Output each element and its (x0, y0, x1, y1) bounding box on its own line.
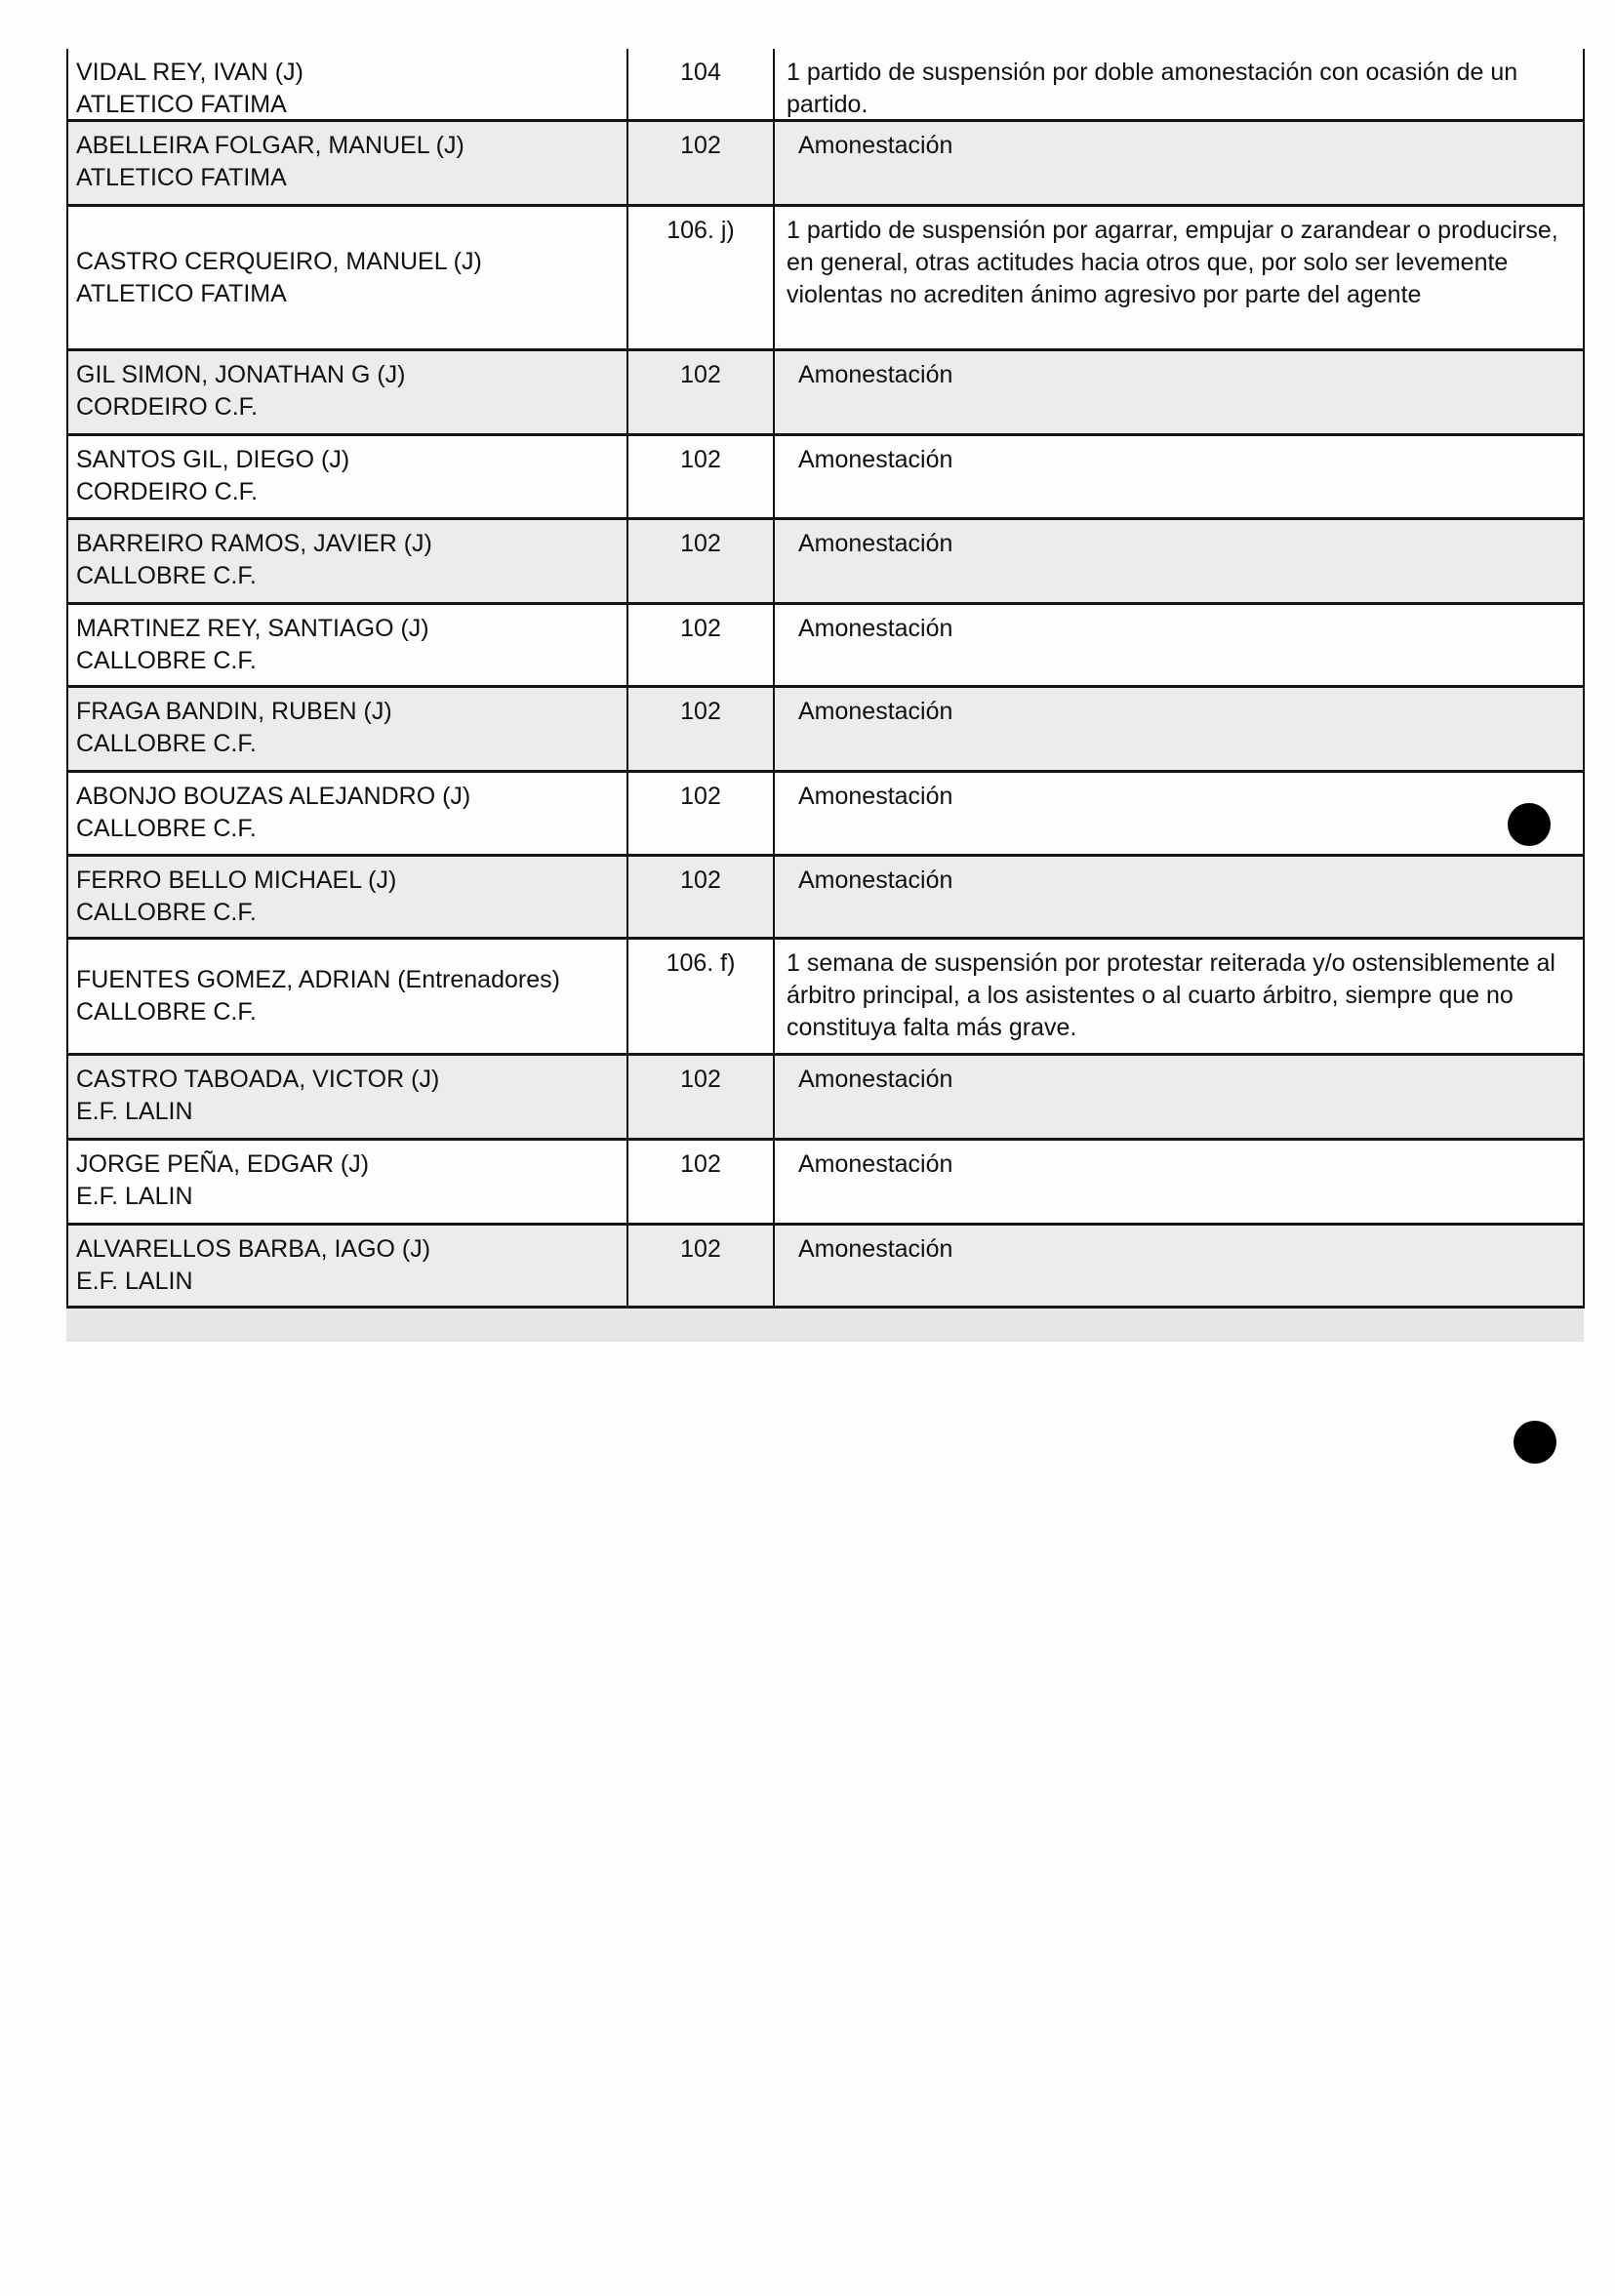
player-cell (68, 351, 628, 433)
table-row (68, 520, 1583, 605)
player-cell (68, 773, 628, 854)
sanction-cell: Amonestación (798, 866, 953, 894)
player-name: FERRO BELLO MICHAEL (J) (76, 866, 397, 894)
player-cell (68, 1056, 628, 1138)
table-row (68, 857, 1583, 940)
team-name: CALLOBRE C.F. (76, 647, 257, 674)
article-cell: 102 (628, 122, 775, 204)
sanction-cell: Amonestación (798, 698, 953, 725)
table-row (68, 773, 1583, 857)
table-row (68, 351, 1583, 436)
team-name: CALLOBRE C.F. (76, 998, 257, 1026)
player-cell (68, 207, 628, 348)
sanction-cell: Amonestación (798, 361, 953, 388)
sanction-cell: 1 semana de suspensión por protestar reiterada y/o ostensiblemente al árbitro principal, a los asistentes o al cuarto árbitro, siempre que no constituya falta más grave. (787, 949, 1555, 1041)
team-name: CALLOBRE C.F. (76, 730, 257, 757)
player-cell (68, 688, 628, 770)
sanction-cell: Amonestación (798, 615, 953, 642)
player-name: SANTOS GIL, DIEGO (J) (76, 446, 350, 473)
article-cell: 104 (628, 49, 775, 119)
sanction-cell: 1 partido de suspensión por doble amonestación con ocasión de un partido. (787, 59, 1518, 118)
article-cell: 106. j) (628, 207, 775, 348)
team-name: ATLETICO FATIMA (76, 91, 287, 118)
sanction-cell: Amonestación (798, 1235, 953, 1263)
team-name: E.F. LALIN (76, 1098, 193, 1125)
player-cell (68, 436, 628, 517)
table-row (68, 1141, 1583, 1226)
table-row (68, 122, 1583, 207)
player-cell (68, 940, 628, 1053)
article-cell: 102 (628, 436, 775, 517)
table-row (68, 688, 1583, 773)
article-cell: 102 (628, 351, 775, 433)
sanction-cell: Amonestación (798, 1150, 953, 1178)
team-name: CORDEIRO C.F. (76, 478, 259, 505)
table-row (68, 940, 1583, 1056)
player-name: JORGE PEÑA, EDGAR (J) (76, 1150, 370, 1178)
player-cell (68, 520, 628, 602)
player-cell (68, 857, 628, 937)
sanctions-table (66, 49, 1585, 1309)
article-cell: 102 (628, 1226, 775, 1306)
sanction-cell: Amonestación (798, 446, 953, 473)
player-name: FRAGA BANDIN, RUBEN (J) (76, 698, 392, 725)
article-cell: 102 (628, 688, 775, 770)
team-name: E.F. LALIN (76, 1268, 193, 1295)
team-name: E.F. LALIN (76, 1183, 193, 1210)
player-cell (68, 605, 628, 685)
article-cell: 102 (628, 1141, 775, 1223)
sanction-cell: 1 partido de suspensión por agarrar, empujar o zarandear o producirse, en general, otras actitudes hacia otros que, por solo ser levemente violentas no acrediten ánimo agresivo por parte del agente (787, 217, 1558, 308)
team-name: ATLETICO FATIMA (76, 279, 287, 307)
punch-hole-mark (1508, 803, 1551, 846)
player-name: MARTINEZ REY, SANTIAGO (J) (76, 615, 429, 642)
article-cell: 102 (628, 857, 775, 937)
player-name: ABONJO BOUZAS ALEJANDRO (J) (76, 783, 471, 810)
table-row (68, 1056, 1583, 1141)
team-name: ATLETICO FATIMA (76, 164, 287, 191)
punch-hole-mark (1514, 1421, 1556, 1464)
table-row (68, 49, 1583, 122)
player-name: FUENTES GOMEZ, ADRIAN (Entrenadores) (76, 966, 560, 993)
article-cell: 106. f) (628, 940, 775, 1053)
player-name: GIL SIMON, JONATHAN G (J) (76, 361, 406, 388)
article-cell: 102 (628, 773, 775, 854)
sanction-cell: Amonestación (798, 530, 953, 557)
player-name: CASTRO TABOADA, VICTOR (J) (76, 1066, 440, 1093)
player-name: VIDAL REY, IVAN (J) (76, 59, 303, 86)
table-row (68, 1226, 1583, 1309)
article-cell: 102 (628, 1056, 775, 1138)
team-name: CORDEIRO C.F. (76, 393, 259, 421)
sanction-cell: Amonestación (798, 1066, 953, 1093)
table-row (68, 436, 1583, 520)
article-cell: 102 (628, 520, 775, 602)
table-row (68, 207, 1583, 351)
player-cell (68, 1226, 628, 1306)
sanction-cell: Amonestación (798, 132, 953, 159)
player-name: BARREIRO RAMOS, JAVIER (J) (76, 530, 432, 557)
player-cell (68, 1141, 628, 1223)
player-name: ALVARELLOS BARBA, IAGO (J) (76, 1235, 431, 1263)
player-cell (68, 49, 628, 119)
player-name: CASTRO CERQUEIRO, MANUEL (J) (76, 247, 482, 275)
sanction-cell: Amonestación (798, 783, 953, 810)
table-footer-shading (66, 1309, 1584, 1342)
table-row (68, 605, 1583, 688)
player-cell (68, 122, 628, 204)
team-name: CALLOBRE C.F. (76, 815, 257, 842)
team-name: CALLOBRE C.F. (76, 899, 257, 926)
article-cell: 102 (628, 605, 775, 685)
team-name: CALLOBRE C.F. (76, 562, 257, 589)
player-name: ABELLEIRA FOLGAR, MANUEL (J) (76, 132, 464, 159)
